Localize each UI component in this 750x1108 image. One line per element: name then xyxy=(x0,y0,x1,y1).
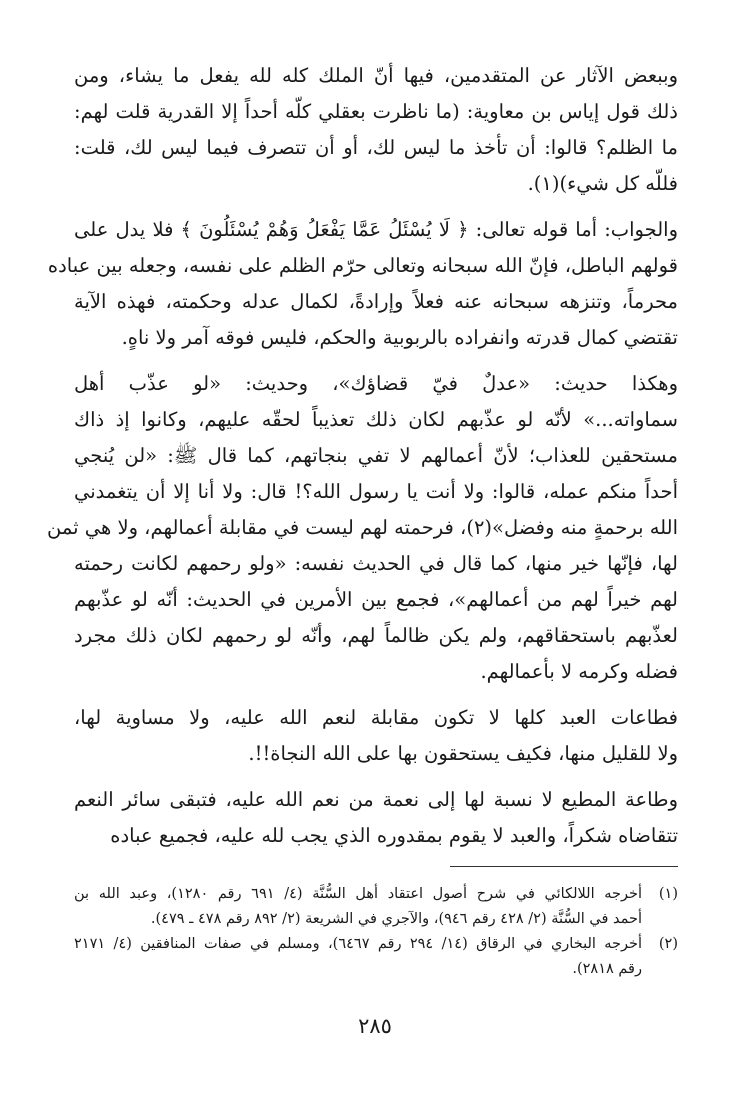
footnote xyxy=(74,932,678,982)
text-line: وطاعة المطيع لا نسبة لها إلى نعمة من نعم الله عليه، فتبقى سائر النعم xyxy=(74,788,678,811)
text-line: فطاعات العبد كلها لا تكون مقابلة لنعم الله عليه، ولا مساوية لها، xyxy=(74,706,678,729)
paragraph xyxy=(74,700,678,772)
paragraph xyxy=(74,58,678,202)
text-line: لهم خيراً لهم من أعمالهم»، فجمع بين الأمرين في الحديث: أنّه لو عذّبهم xyxy=(74,588,678,611)
text-line: فللّه كل شيء)(١). xyxy=(527,172,678,195)
footnote-line: رقم ٢٨١٨). xyxy=(572,961,642,977)
text-line: تقتضي كمال قدرته وانفراده بالربوبية والحكم، فليس فوقه آمر ولا ناهٍ. xyxy=(121,326,678,349)
footnote-number: (٢) xyxy=(658,936,678,952)
text-line: فضله وكرمه لا بأعمالهم. xyxy=(480,660,678,683)
text-line: لها، فإنّها خير منها، كما قال في الحديث نفسه: «ولو رحمهم لكانت رحمته xyxy=(74,552,678,575)
paragraph xyxy=(74,782,678,854)
text-line: ذلك قول إياس بن معاوية: (ما ناظرت بعقلي كلّه أحداً إلا القدرية قلت لهم: xyxy=(74,100,678,123)
footnote-line: أحمد في السُّنَّة (٢/ ٤٢٨ رقم ٩٤٦)، والآجري في الشريعة (٢/ ٨٩٢ رقم ٤٧٨ ـ ٤٧٩). xyxy=(150,911,642,927)
text-line: ما الظلم؟ قالوا: أن تأخذ ما ليس لك، أو أن تتصرف فيما ليس لك، قلت: xyxy=(74,136,678,159)
text-line: أحداً منكم عمله، قالوا: ولا أنت يا رسول الله؟! قال: ولا أنا إلا أن يتغمدني xyxy=(74,480,678,503)
main-text xyxy=(46,58,678,864)
footnote xyxy=(74,882,678,932)
page-number: ٢٨٥ xyxy=(358,1014,392,1038)
footnote-divider xyxy=(450,866,678,867)
text-line: محرماً، وتنزهه سبحانه عنه فعلاً وإرادةً، لكمال عدله وحكمته، فهذه الآية xyxy=(74,290,678,313)
footnote-line: أخرجه اللالكائي في شرح أصول اعتقاد أهل السُّنَّة (٤/ ٦٩١ رقم ١٢٨٠)، وعبد الله بن xyxy=(74,886,643,902)
text-line: لعذّبهم باستحقاقهم، ولم يكن ظالماً لهم، وأنّه لو رحمهم لكان ذلك مجرد xyxy=(74,624,678,647)
text-line: الله برحمةٍ منه وفضل»(٢)، فرحمته لهم ليست في مقابلة أعمالهم، ولا هي ثمن xyxy=(46,516,678,539)
text-line: قولهم الباطل، فإنّ الله سبحانه وتعالى حرّم الظلم على نفسه، وجعله بين عباده xyxy=(47,254,678,277)
text-line: وهكذا حديث: «عدلٌ فيّ قضاؤك»، وحديث: «لو عذّب أهل xyxy=(74,372,678,395)
text-line: سماواته...» لأنّه لو عذّبهم لكان ذلك تعذيباً لحقّه عليهم، وكانوا إذ ذاك xyxy=(74,408,678,431)
text-line: تتقاضاه شكراً، والعبد لا يقوم بمقدوره الذي يجب لله عليه، فجميع عباده xyxy=(110,824,678,847)
footnote-text xyxy=(74,932,642,982)
footnotes xyxy=(74,882,678,982)
text-line: والجواب: أما قوله تعالى: ﴿ لَا يُسْئَلُ عَمَّا يَفْعَلُ وَهُمْ يُسْئَلُونَ ﴾ فلا يدل على xyxy=(74,218,678,241)
text-line: وببعض الآثار عن المتقدمين، فيها أنّ الملك كله لله يفعل ما يشاء، ومن xyxy=(74,64,678,87)
text-line: مستحقين للعذاب؛ لأنّ أعمالهم لا تفي بنجاتهم، كما قال ﷺ: «لن يُنجي xyxy=(74,444,678,467)
paragraph xyxy=(47,212,678,356)
footnote-number: (١) xyxy=(658,886,678,902)
paragraph xyxy=(46,366,678,690)
text-line: ولا للقليل منها، فكيف يستحقون بها على الله النجاة!!. xyxy=(248,742,678,765)
footnote-line: أخرجه البخاري في الرقاق (١٤/ ٢٩٤ رقم ٦٤٦٧)، ومسلم في صفات المنافقين (٤/ ٢١٧١ xyxy=(74,936,643,952)
footnote-text xyxy=(74,882,642,932)
